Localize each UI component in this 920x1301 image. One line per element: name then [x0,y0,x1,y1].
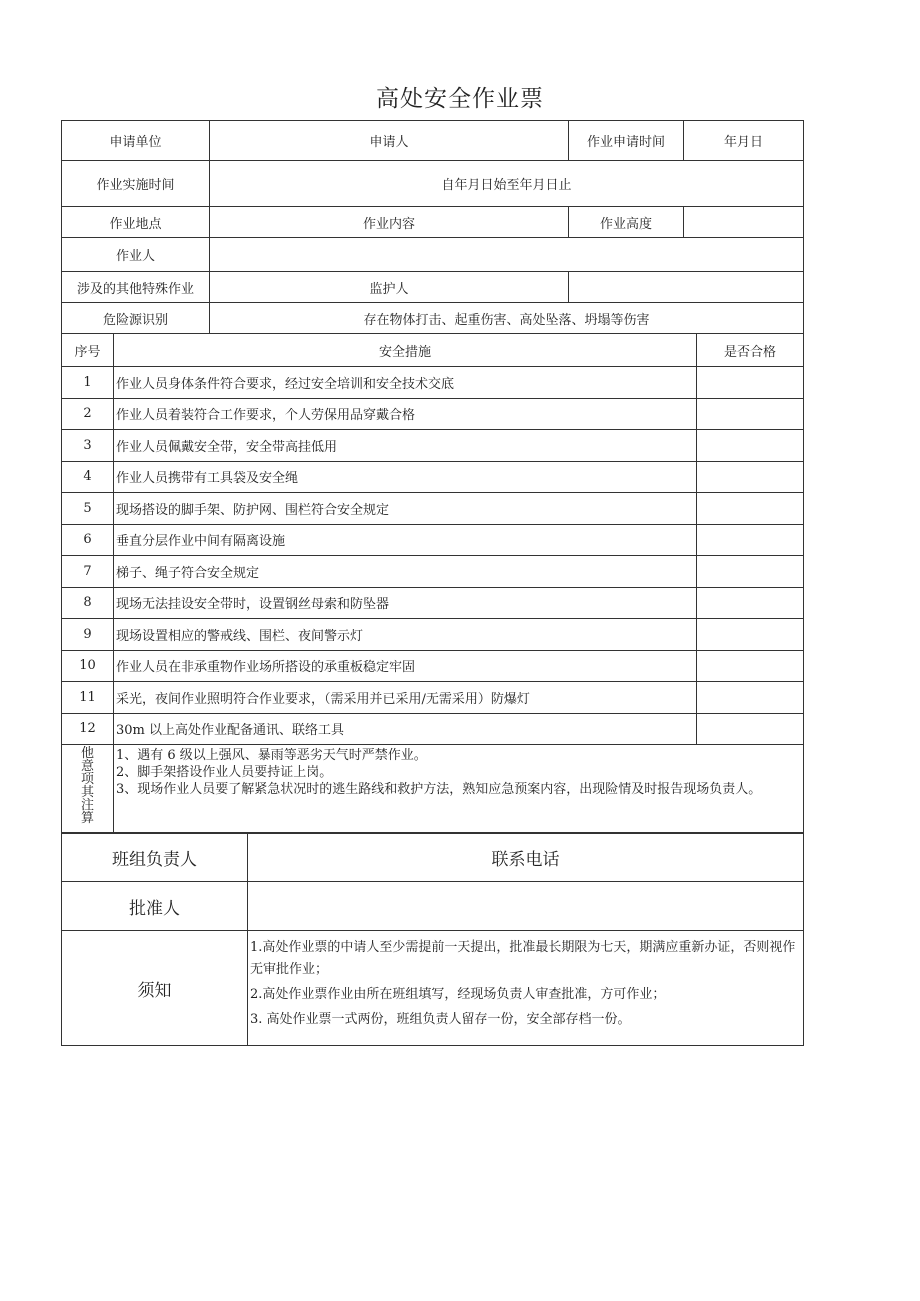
notice-item: 3. 高处作业票一式两份，班组负责人留存一份，安全部存档一份。 [250,1012,631,1027]
measure-no: 6 [62,524,114,556]
measure-no: 7 [62,556,114,588]
measure-text: 30m 以上高处作业配备通讯、联络工具 [114,713,697,745]
measure-pass-cell[interactable] [697,461,804,493]
measure-row [62,650,804,682]
other-notes-char: 其 [80,785,94,800]
other-notes-char: 注 [80,798,94,813]
other-special-label: 涉及的其他特殊作业 [62,272,210,303]
measure-text: 梯子、绳子符合安全规定 [114,556,697,588]
measure-row [62,430,804,462]
notice-content [248,931,804,1046]
measure-pass-cell[interactable] [697,367,804,399]
measure-pass-cell[interactable] [697,556,804,588]
measure-text: 现场搭设的脚手架、防护网、围栏符合安全规定 [114,493,697,525]
location-label: 作业地点 [62,207,210,238]
measure-row [62,556,804,588]
height-label: 作业高度 [569,207,684,238]
measure-text: 现场无法挂设安全带时，设置钢丝母索和防坠器 [114,587,697,619]
notice-item: 2.高处作业票作业由所在班组填写，经现场负责人审查批准，方可作业； [250,987,666,1002]
measure-text: 作业人员佩戴安全带，安全带高挂低用 [114,430,697,462]
measure-pass-cell[interactable] [697,430,804,462]
measure-no: 10 [62,650,114,682]
supervisor-label: 监护人 [210,272,569,303]
approval-table [61,832,804,1046]
worker-value[interactable] [210,238,804,272]
measure-text: 垂直分层作业中间有隔离设施 [114,524,697,556]
applicant-label: 申请人 [210,121,569,161]
notice-item: 1.高处作业票的中请人至少需提前一天提出，批准最长期限为七天，期满应重新办证，否则视作无审批作业； [250,940,796,977]
note-item: 3、现场作业人员要了解紧急状况时的逃生路线和救护方法，熟知应急预案内容，出现险情及时报告现场负责人。 [116,782,762,797]
supervisor-value[interactable] [569,272,804,303]
col-no-header: 序号 [62,334,114,367]
safety-measures-table [61,333,804,834]
measure-no: 5 [62,493,114,525]
measure-row [62,398,804,430]
measure-row [62,461,804,493]
measure-no: 12 [62,713,114,745]
measure-pass-cell[interactable] [697,398,804,430]
measure-text: 作业人员着装符合工作要求，个人劳保用品穿戴合格 [114,398,697,430]
measure-no: 1 [62,367,114,399]
measure-text: 作业人员身体条件符合要求，经过安全培训和安全技术交底 [114,367,697,399]
col-pass-header: 是否合格 [697,334,804,367]
measure-row [62,682,804,714]
other-notes-label [62,745,114,834]
other-notes-char: 项 [80,772,94,787]
measure-text: 作业人员在非承重物作业场所搭设的承重板稳定牢固 [114,650,697,682]
measure-row [62,619,804,651]
notice-label: 须知 [62,931,248,1046]
measure-pass-cell[interactable] [697,713,804,745]
team-leader-label: 班组负责人 [62,833,248,882]
apply-time-label: 作业申请时间 [569,121,684,161]
hazard-label: 危险源识别 [62,303,210,334]
other-notes-char: 意 [80,759,94,774]
worker-label: 作业人 [62,238,210,272]
note-item: 2、脚手架搭设作业人员要持证上岗。 [116,765,333,780]
impl-time-label: 作业实施时间 [62,161,210,207]
measure-text: 作业人员携带有工具袋及安全绳 [114,461,697,493]
measure-pass-cell[interactable] [697,682,804,714]
measure-no: 3 [62,430,114,462]
page-title: 高处安全作业票 [376,86,544,112]
measure-row [62,587,804,619]
approver-value[interactable] [248,882,804,931]
measure-pass-cell[interactable] [697,493,804,525]
measure-text: 采光，夜间作业照明符合作业要求，（需采用并已采用/无需采用）防爆灯 [114,682,697,714]
measure-pass-cell[interactable] [697,524,804,556]
measure-pass-cell[interactable] [697,587,804,619]
measure-row [62,367,804,399]
other-notes-char: 算 [80,811,94,826]
measure-row [62,493,804,525]
col-measure-header: 安全措施 [114,334,697,367]
measure-no: 11 [62,682,114,714]
measure-no: 8 [62,587,114,619]
contact-label: 联系电话 [248,833,804,882]
impl-time-value[interactable]: 自年月日始至年月日止 [210,161,804,207]
hazard-value: 存在物体打击、起重伤害、高处坠落、坍塌等伤害 [210,303,804,334]
apply-time-value[interactable]: 年月日 [684,121,804,161]
measure-row [62,713,804,745]
measure-pass-cell[interactable] [697,619,804,651]
measure-no: 9 [62,619,114,651]
measure-pass-cell[interactable] [697,650,804,682]
content-label: 作业内容 [210,207,569,238]
other-notes-char: 他 [80,746,94,761]
other-notes-content [114,745,804,834]
apply-unit-label: 申请单位 [62,121,210,161]
approver-label: 批准人 [62,882,248,931]
measure-row [62,524,804,556]
note-item: 1、遇有 6 级以上强风、暴雨等恶劣天气时严禁作业。 [116,748,427,763]
application-info-table [61,120,804,334]
measure-text: 现场设置相应的警戒线、围栏、夜间警示灯 [114,619,697,651]
measure-no: 4 [62,461,114,493]
height-value[interactable] [684,207,804,238]
measure-no: 2 [62,398,114,430]
